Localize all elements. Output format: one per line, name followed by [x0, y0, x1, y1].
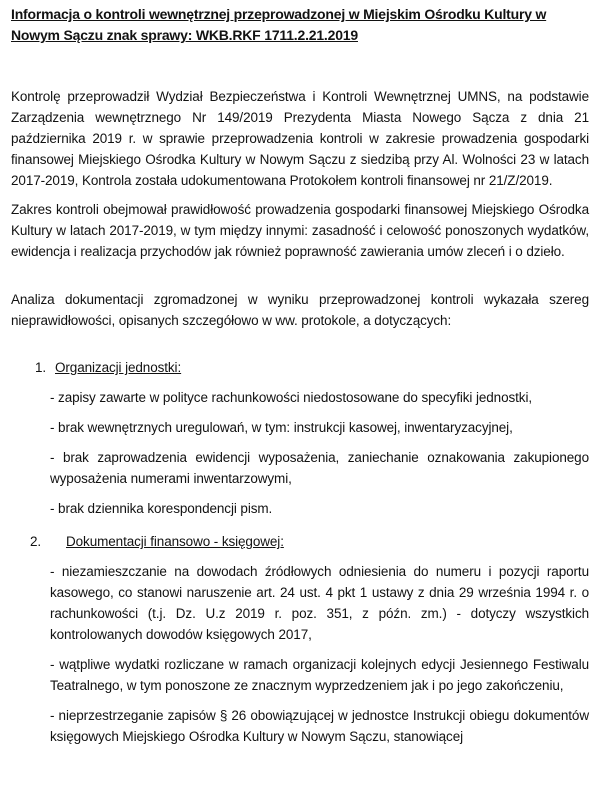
- findings-list: [11, 357, 589, 747]
- list-item: - brak zaprowadzenia ewidencji wyposażenia, zaniechanie oznakowania zakupionego wyposażenia numerami inwentarzowymi,: [50, 450, 589, 486]
- section-heading: Dokumentacji finansowo - księgowej:: [66, 534, 284, 549]
- page-title: Informacja o kontroli wewnętrznej przeprowadzonej w Miejskim Ośrodku Kultury w Nowym Sączu znak sprawy: WKB.RKF 1711.2.21.2019: [11, 6, 547, 43]
- section-heading-row: [11, 531, 589, 552]
- list-item: - brak wewnętrznych uregulowań, w tym: instrukcji kasowej, inwentaryzacyjnej,: [50, 420, 513, 435]
- list-item: - nieprzestrzeganie zapisów § 26 obowiązującej w jednostce Instrukcji obiegu dokumentów księgowych Miejskiego Ośrodka Kultury w Nowym Sączu, stanowiącej: [50, 708, 589, 744]
- list-item: - brak dziennika korespondencji pism.: [50, 501, 273, 516]
- list-item: - wątpliwe wydatki rozliczane w ramach organizacji kolejnych edycji Jesiennego Festiwalu Teatralnego, w tym ponoszone ze znacznym wyprzedzeniem jak i po jego zakończeniu,: [50, 657, 589, 693]
- section-financial-documentation: [11, 531, 589, 747]
- paragraph-control-scope: Zakres kontroli obejmował prawidłowość prowadzenia gospodarki finansowej Miejskiego Ośrodka Kultury w latach 2017-2019, w tym między innymi: zasadność i celowość ponoszonych wydatków, ewidencja i realizacja przychodów jak również poprawność zawierania umów zleceń i o dzieło.: [11, 202, 589, 259]
- list-item: - zapisy zawarte w polityce rachunkowości niedostosowane do specyfiki jednostki,: [50, 390, 532, 405]
- paragraph-analysis-intro: Analiza dokumentacji zgromadzonej w wyniku przeprowadzonej kontroli wykazała szereg nieprawidłowości, opisanych szczegółowo w ww. protokole, a dotyczących:: [11, 292, 589, 328]
- section-heading-row: [11, 357, 589, 378]
- section-number: 1.: [35, 360, 47, 375]
- list-item: - niezamieszczanie na dowodach źródłowych odniesienia do numeru i pozycji raportu kasowego, co stanowi naruszenie art. 24 ust. 4 pkt 1 ustawy z dnia 29 września 1994 r. o rachunkowości (t.j. Dz. U.z 2019 r. poz. 351, z późn. zm.) - dotyczy wszystkich kontrolowanych dowodów księgowych 2017,: [50, 564, 589, 642]
- section-number: 2.: [30, 534, 42, 549]
- paragraph-control-basis: Kontrolę przeprowadził Wydział Bezpieczeństwa i Kontroli Wewnętrznej UMNS, na podstawie Zarządzenia wewnętrznego Nr 149/2019 Prezydenta Miasta Nowego Sącza z dnia 21 października 2019 r. w sprawie przeprowadzenia kontroli w zakresie prowadzenia gospodarki finansowej Miejskiego Ośrodka Kultury w Nowym Sączu z siedzibą przy Al. Wolności 23 w latach 2017-2019, Kontrola została udokumentowana Protokołem kontroli finansowej nr 21/Z/2019.: [11, 89, 589, 188]
- section-organization: [11, 357, 589, 519]
- section-heading: Organizacji jednostki:: [55, 360, 182, 375]
